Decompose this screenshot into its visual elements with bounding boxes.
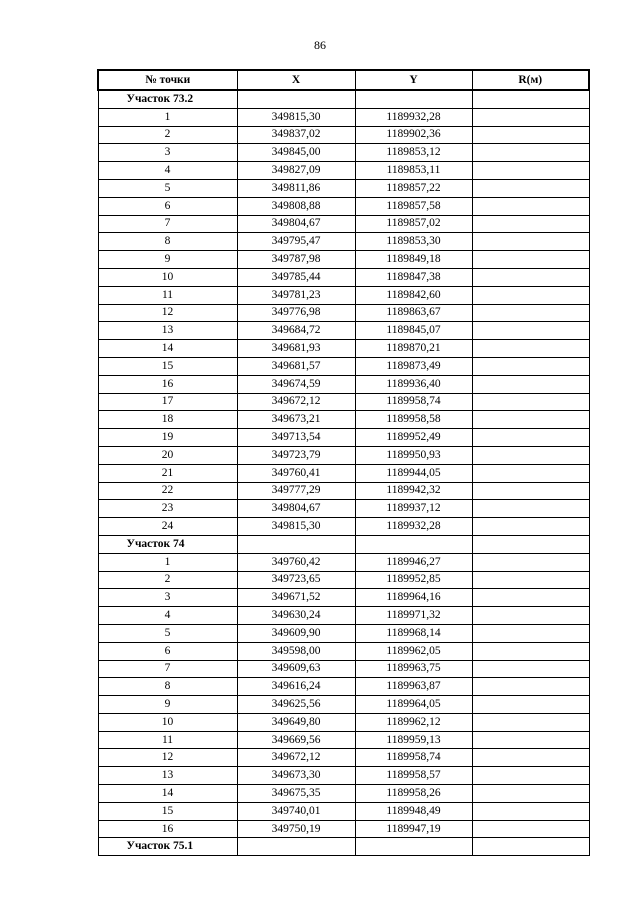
table-row [98, 375, 589, 393]
radius-cell [472, 500, 589, 518]
radius-cell [472, 589, 589, 607]
table-row [98, 429, 589, 447]
y-cell: 1189863,67 [355, 304, 472, 322]
table-row [98, 678, 589, 696]
point-number-cell: 24 [98, 518, 237, 536]
y-cell: 1189962,05 [355, 642, 472, 660]
y-cell: 1189870,21 [355, 340, 472, 358]
x-cell: 349672,12 [237, 393, 355, 411]
point-number-cell: 11 [98, 731, 237, 749]
radius-cell [472, 357, 589, 375]
table-row [98, 215, 589, 233]
point-number-cell: 9 [98, 251, 237, 269]
y-cell: 1189958,57 [355, 767, 472, 785]
y-cell: 1189962,12 [355, 713, 472, 731]
y-cell: 1189853,30 [355, 233, 472, 251]
table-row [98, 304, 589, 322]
x-cell: 349777,29 [237, 482, 355, 500]
point-number-cell: 2 [98, 126, 237, 144]
table-row [98, 624, 589, 642]
radius-cell [472, 446, 589, 464]
table-row [98, 713, 589, 731]
y-cell: 1189845,07 [355, 322, 472, 340]
x-cell: 349616,24 [237, 678, 355, 696]
table-row [98, 446, 589, 464]
table-row [98, 411, 589, 429]
y-cell: 1189936,40 [355, 375, 472, 393]
radius-cell [472, 696, 589, 714]
header-radius: R(м) [472, 70, 589, 90]
point-number-cell: 10 [98, 268, 237, 286]
radius-cell [472, 660, 589, 678]
point-number-cell: 14 [98, 340, 237, 358]
x-cell: 349781,23 [237, 286, 355, 304]
y-cell: 1189873,49 [355, 357, 472, 375]
x-cell: 349740,01 [237, 802, 355, 820]
radius-cell [472, 785, 589, 803]
table-row [98, 731, 589, 749]
section-header-row [98, 838, 589, 856]
point-number-cell: 3 [98, 144, 237, 162]
table-row [98, 162, 589, 180]
table-row [98, 482, 589, 500]
y-cell: 1189959,13 [355, 731, 472, 749]
table-row [98, 286, 589, 304]
table-row [98, 696, 589, 714]
y-cell: 1189847,38 [355, 268, 472, 286]
y-cell: 1189947,19 [355, 820, 472, 838]
point-number-cell: 7 [98, 215, 237, 233]
empty-cell [472, 535, 589, 553]
y-cell: 1189902,36 [355, 126, 472, 144]
empty-cell [472, 90, 589, 108]
x-cell: 349827,09 [237, 162, 355, 180]
x-cell: 349630,24 [237, 607, 355, 625]
empty-cell [355, 90, 472, 108]
point-number-cell: 15 [98, 802, 237, 820]
point-number-cell: 21 [98, 464, 237, 482]
radius-cell [472, 607, 589, 625]
point-number-cell: 13 [98, 322, 237, 340]
table-row [98, 268, 589, 286]
y-cell: 1189946,27 [355, 553, 472, 571]
point-number-cell: 6 [98, 642, 237, 660]
x-cell: 349669,56 [237, 731, 355, 749]
point-number-cell: 15 [98, 357, 237, 375]
y-cell: 1189853,12 [355, 144, 472, 162]
radius-cell [472, 731, 589, 749]
radius-cell [472, 322, 589, 340]
y-cell: 1189853,11 [355, 162, 472, 180]
radius-cell [472, 411, 589, 429]
point-number-cell: 6 [98, 197, 237, 215]
point-number-cell: 11 [98, 286, 237, 304]
point-number-cell: 7 [98, 660, 237, 678]
radius-cell [472, 429, 589, 447]
y-cell: 1189958,58 [355, 411, 472, 429]
point-number-cell: 13 [98, 767, 237, 785]
table-row [98, 785, 589, 803]
radius-cell [472, 749, 589, 767]
table-row [98, 197, 589, 215]
empty-cell [355, 838, 472, 856]
x-cell: 349837,02 [237, 126, 355, 144]
x-cell: 349673,30 [237, 767, 355, 785]
point-number-cell: 8 [98, 678, 237, 696]
y-cell: 1189948,49 [355, 802, 472, 820]
coordinates-table [97, 69, 590, 856]
radius-cell [472, 162, 589, 180]
radius-cell [472, 179, 589, 197]
point-number-cell: 5 [98, 179, 237, 197]
y-cell: 1189971,32 [355, 607, 472, 625]
y-cell: 1189944,05 [355, 464, 472, 482]
section-name: Участок 73.2 [98, 90, 237, 108]
x-cell: 349815,30 [237, 108, 355, 126]
table-row [98, 251, 589, 269]
x-cell: 349674,59 [237, 375, 355, 393]
radius-cell [472, 108, 589, 126]
table-row [98, 233, 589, 251]
y-cell: 1189942,32 [355, 482, 472, 500]
radius-cell [472, 678, 589, 696]
radius-cell [472, 553, 589, 571]
table-row [98, 393, 589, 411]
point-number-cell: 20 [98, 446, 237, 464]
table-row [98, 767, 589, 785]
point-number-cell: 18 [98, 411, 237, 429]
x-cell: 349750,19 [237, 820, 355, 838]
radius-cell [472, 767, 589, 785]
x-cell: 349723,65 [237, 571, 355, 589]
table-row [98, 179, 589, 197]
x-cell: 349681,93 [237, 340, 355, 358]
table-row [98, 660, 589, 678]
table-row [98, 553, 589, 571]
x-cell: 349785,44 [237, 268, 355, 286]
point-number-cell: 12 [98, 304, 237, 322]
radius-cell [472, 802, 589, 820]
radius-cell [472, 304, 589, 322]
x-cell: 349723,79 [237, 446, 355, 464]
table-row [98, 802, 589, 820]
radius-cell [472, 286, 589, 304]
section-header-row [98, 535, 589, 553]
point-number-cell: 3 [98, 589, 237, 607]
x-cell: 349598,00 [237, 642, 355, 660]
table-row [98, 500, 589, 518]
y-cell: 1189964,16 [355, 589, 472, 607]
radius-cell [472, 126, 589, 144]
radius-cell [472, 375, 589, 393]
point-number-cell: 4 [98, 162, 237, 180]
x-cell: 349804,67 [237, 215, 355, 233]
point-number-cell: 8 [98, 233, 237, 251]
x-cell: 349675,35 [237, 785, 355, 803]
x-cell: 349804,67 [237, 500, 355, 518]
x-cell: 349815,30 [237, 518, 355, 536]
x-cell: 349673,21 [237, 411, 355, 429]
y-cell: 1189958,74 [355, 393, 472, 411]
y-cell: 1189857,58 [355, 197, 472, 215]
radius-cell [472, 251, 589, 269]
y-cell: 1189968,14 [355, 624, 472, 642]
radius-cell [472, 197, 589, 215]
point-number-cell: 19 [98, 429, 237, 447]
radius-cell [472, 571, 589, 589]
table-row [98, 642, 589, 660]
x-cell: 349760,42 [237, 553, 355, 571]
table-row [98, 589, 589, 607]
radius-cell [472, 215, 589, 233]
point-number-cell: 23 [98, 500, 237, 518]
section-name: Участок 74 [98, 535, 237, 553]
table-row [98, 322, 589, 340]
header-y: Y [355, 70, 472, 90]
point-number-cell: 12 [98, 749, 237, 767]
y-cell: 1189963,75 [355, 660, 472, 678]
radius-cell [472, 144, 589, 162]
table-row [98, 464, 589, 482]
point-number-cell: 4 [98, 607, 237, 625]
table-row [98, 749, 589, 767]
radius-cell [472, 713, 589, 731]
table-row [98, 340, 589, 358]
empty-cell [237, 535, 355, 553]
x-cell: 349649,80 [237, 713, 355, 731]
empty-cell [472, 838, 589, 856]
point-number-cell: 1 [98, 108, 237, 126]
radius-cell [472, 268, 589, 286]
y-cell: 1189958,74 [355, 749, 472, 767]
y-cell: 1189857,02 [355, 215, 472, 233]
y-cell: 1189952,85 [355, 571, 472, 589]
x-cell: 349795,47 [237, 233, 355, 251]
point-number-cell: 22 [98, 482, 237, 500]
y-cell: 1189964,05 [355, 696, 472, 714]
table-body [98, 90, 589, 856]
radius-cell [472, 624, 589, 642]
table-row [98, 108, 589, 126]
y-cell: 1189857,22 [355, 179, 472, 197]
x-cell: 349787,98 [237, 251, 355, 269]
x-cell: 349681,57 [237, 357, 355, 375]
table-row [98, 571, 589, 589]
point-number-cell: 2 [98, 571, 237, 589]
empty-cell [355, 535, 472, 553]
x-cell: 349808,88 [237, 197, 355, 215]
empty-cell [237, 90, 355, 108]
page-number: 86 [314, 38, 326, 52]
x-cell: 349671,52 [237, 589, 355, 607]
table-header [98, 70, 589, 90]
table-row [98, 357, 589, 375]
point-number-cell: 14 [98, 785, 237, 803]
point-number-cell: 1 [98, 553, 237, 571]
x-cell: 349609,63 [237, 660, 355, 678]
y-cell: 1189950,93 [355, 446, 472, 464]
table-row [98, 607, 589, 625]
point-number-cell: 16 [98, 375, 237, 393]
radius-cell [472, 393, 589, 411]
x-cell: 349684,72 [237, 322, 355, 340]
radius-cell [472, 820, 589, 838]
x-cell: 349760,41 [237, 464, 355, 482]
x-cell: 349811,86 [237, 179, 355, 197]
radius-cell [472, 518, 589, 536]
header-point-number: № точки [98, 70, 237, 90]
section-header-row [98, 90, 589, 108]
point-number-cell: 10 [98, 713, 237, 731]
radius-cell [472, 340, 589, 358]
point-number-cell: 9 [98, 696, 237, 714]
x-cell: 349672,12 [237, 749, 355, 767]
radius-cell [472, 233, 589, 251]
table-row [98, 518, 589, 536]
y-cell: 1189963,87 [355, 678, 472, 696]
radius-cell [472, 464, 589, 482]
empty-cell [237, 838, 355, 856]
x-cell: 349845,00 [237, 144, 355, 162]
y-cell: 1189842,60 [355, 286, 472, 304]
x-cell: 349625,56 [237, 696, 355, 714]
header-row [98, 70, 589, 90]
table-row [98, 144, 589, 162]
point-number-cell: 5 [98, 624, 237, 642]
x-cell: 349776,98 [237, 304, 355, 322]
table-row [98, 820, 589, 838]
point-number-cell: 16 [98, 820, 237, 838]
point-number-cell: 17 [98, 393, 237, 411]
x-cell: 349609,90 [237, 624, 355, 642]
y-cell: 1189849,18 [355, 251, 472, 269]
y-cell: 1189958,26 [355, 785, 472, 803]
radius-cell [472, 642, 589, 660]
radius-cell [472, 482, 589, 500]
table-row [98, 126, 589, 144]
x-cell: 349713,54 [237, 429, 355, 447]
section-name: Участок 75.1 [98, 838, 237, 856]
y-cell: 1189932,28 [355, 108, 472, 126]
y-cell: 1189937,12 [355, 500, 472, 518]
header-x: X [237, 70, 355, 90]
y-cell: 1189932,28 [355, 518, 472, 536]
y-cell: 1189952,49 [355, 429, 472, 447]
